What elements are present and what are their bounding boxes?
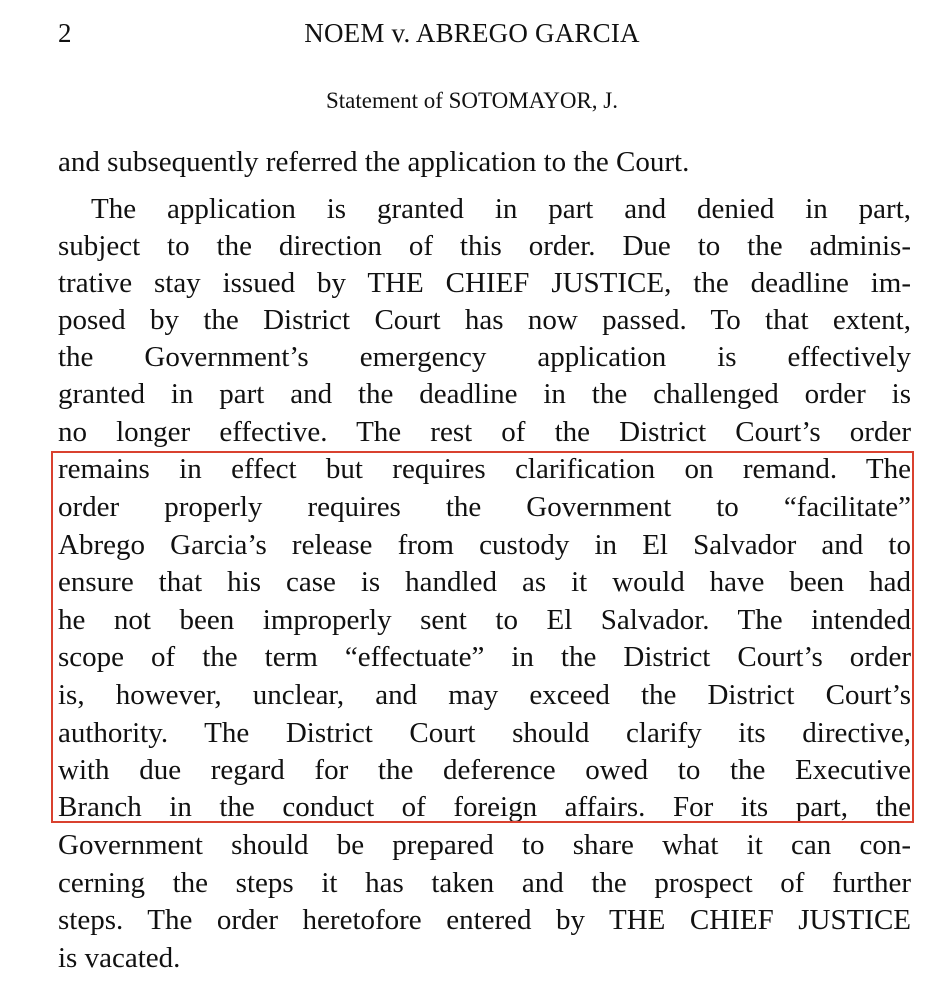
text-line: is vacated. [58,942,181,974]
text-line: scope of the term “effectuate” in the District Court’s order [58,641,911,673]
text-line: posed by the District Court has now passed. To that extent, [58,304,911,336]
text-line: The application is granted in part and denied in part, [91,193,911,225]
text-line: the Government’s emergency application is effectively [58,341,911,373]
page-number: 2 [58,18,72,48]
text-line: no longer effective. The rest of the District Court’s order [58,416,911,448]
text-line: subject to the direction of this order. Due to the adminis- [58,230,911,262]
text-line: he not been improperly sent to El Salvador. The intended [58,604,911,636]
text-line: remains in effect but requires clarification on remand. The [58,453,911,485]
text-line: and subsequently referred the application to the Court. [58,146,690,178]
text-line: trative stay issued by THE CHIEF JUSTICE, the deadline im- [58,267,911,299]
text-line: cerning the steps it has taken and the prospect of further [58,867,911,899]
text-line: steps. The order heretofore entered by THE CHIEF JUSTICE [58,904,911,936]
text-line: Government should be prepared to share what it can con- [58,829,911,861]
text-line: is, however, unclear, and may exceed the District Court’s [58,679,911,711]
text-line: with due regard for the deference owed to the Executive [58,754,911,786]
text-line: authority. The District Court should clarify its directive, [58,717,911,749]
text-line: ensure that his case is handled as it would have been had [58,566,911,598]
text-line: Abrego Garcia’s release from custody in El Salvador and to [58,529,911,561]
text-line: Branch in the conduct of foreign affairs. For its part, the [58,791,911,823]
text-line: order properly requires the Government to “facilitate” [58,491,911,523]
running-head: NOEM v. ABREGO GARCIA [304,18,640,48]
statement-heading: Statement of SOTOMAYOR, J. [326,88,618,113]
text-line: granted in part and the deadline in the challenged order is [58,378,911,410]
